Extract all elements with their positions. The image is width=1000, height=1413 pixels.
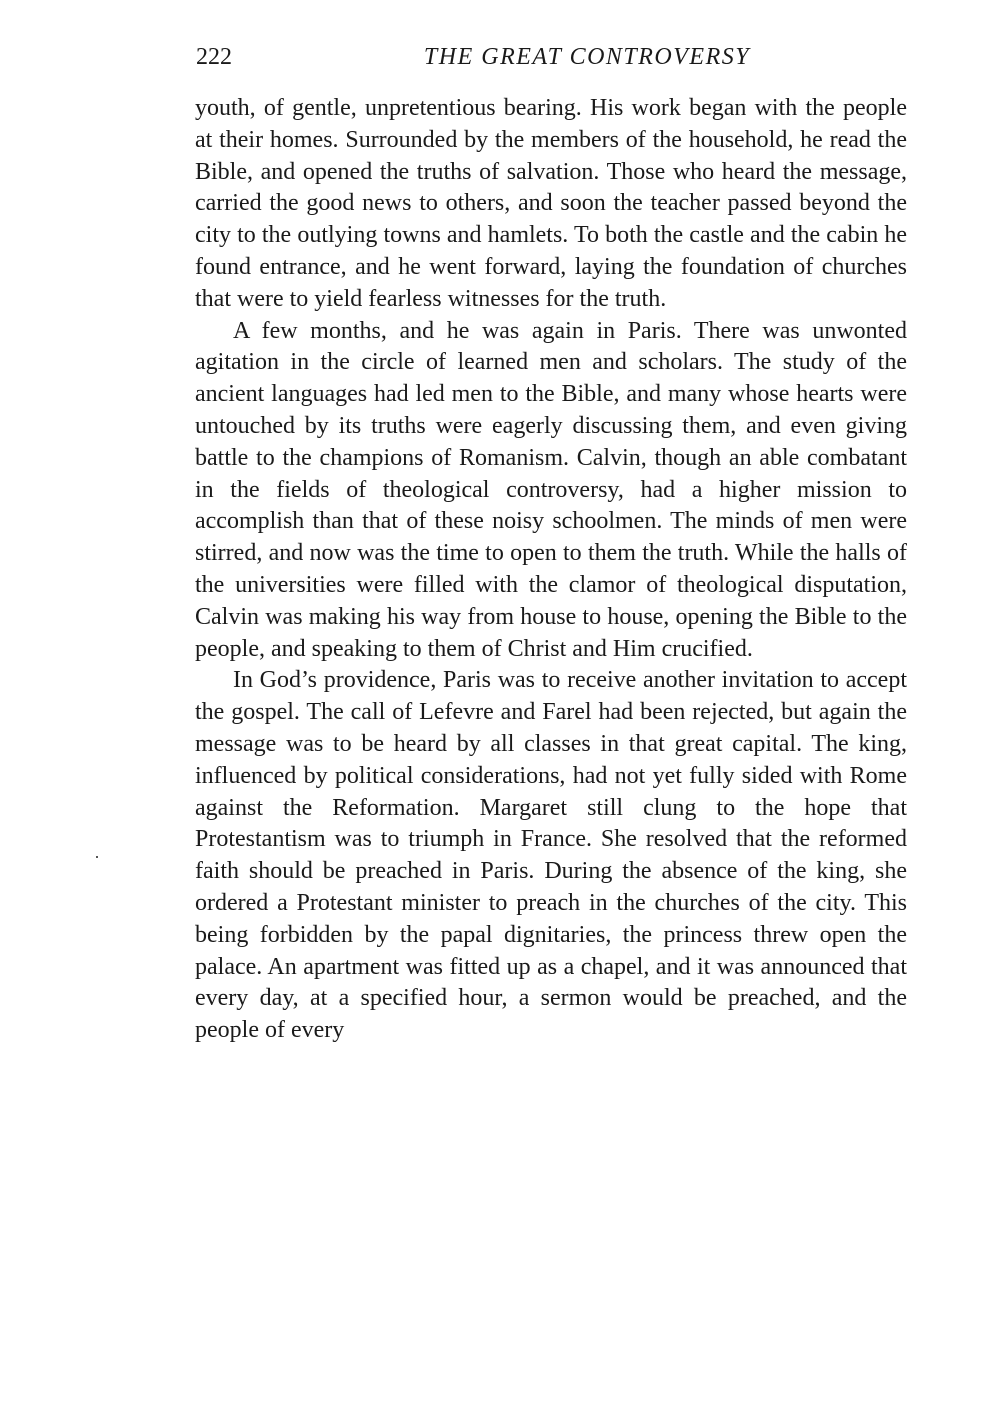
paragraph-2: A few months, and he was again in Paris. There was unwonted agitation in the circle of learned men and scholars. The study of the ancient languages had led men to the Bible, and many whose hearts were untouched by its truths were eagerly discussing them, and even giving battle to the champions of Romanism. Calvin, though an able combatant in the fields of theological controversy, had a higher mission to accomplish than that of these noisy schoolmen. The minds of men were stirred, and now was the time to open to them the truth. While the halls of the universities were filled with the clamor of theological disputation, Calvin was making his way from house to house, opening the Bible to the people, and speaking to them of Christ and Him crucified. (195, 317, 907, 662)
page-body (195, 93, 907, 1047)
running-head (196, 40, 908, 74)
paragraph-1: youth, of gentle, unpretentious bearing. His work began with the people at their homes. Surrounded by the members of the household, he read the Bible, and opened the truths of salvation. Those who heard the message, carried the good news to others, and soon the teacher passed beyond the city to the outlying towns and hamlets. To both the castle and the cabin he found entrance, and he went forward, laying the foundation of churches that were to yield fearless witnesses for the truth. (195, 95, 907, 312)
book-title: THE GREAT CONTROVERSY (423, 44, 751, 70)
page-number: 222 (196, 44, 232, 70)
paragraph-3: In God’s providence, Paris was to receive another invitation to accept the gospel. The call of Lefevre and Farel had been rejected, but again the message was to be heard by all classes in that great capital. The king, influenced by political considerations, had not yet fully sided with Rome against the Reformation. Margaret still clung to the hope that Protestantism was to triumph in France. She resolved that the reformed faith should be preached in Paris. During the absence of the king, she ordered a Protestant minister to preach in the churches of the city. This being forbidden by the papal dignitaries, the princess threw open the palace. An apartment was fitted up as a chapel, and it was announced that every day, at a specified hour, a sermon would be preached, and the people of every (195, 667, 907, 1044)
scan-speck (96, 856, 98, 858)
